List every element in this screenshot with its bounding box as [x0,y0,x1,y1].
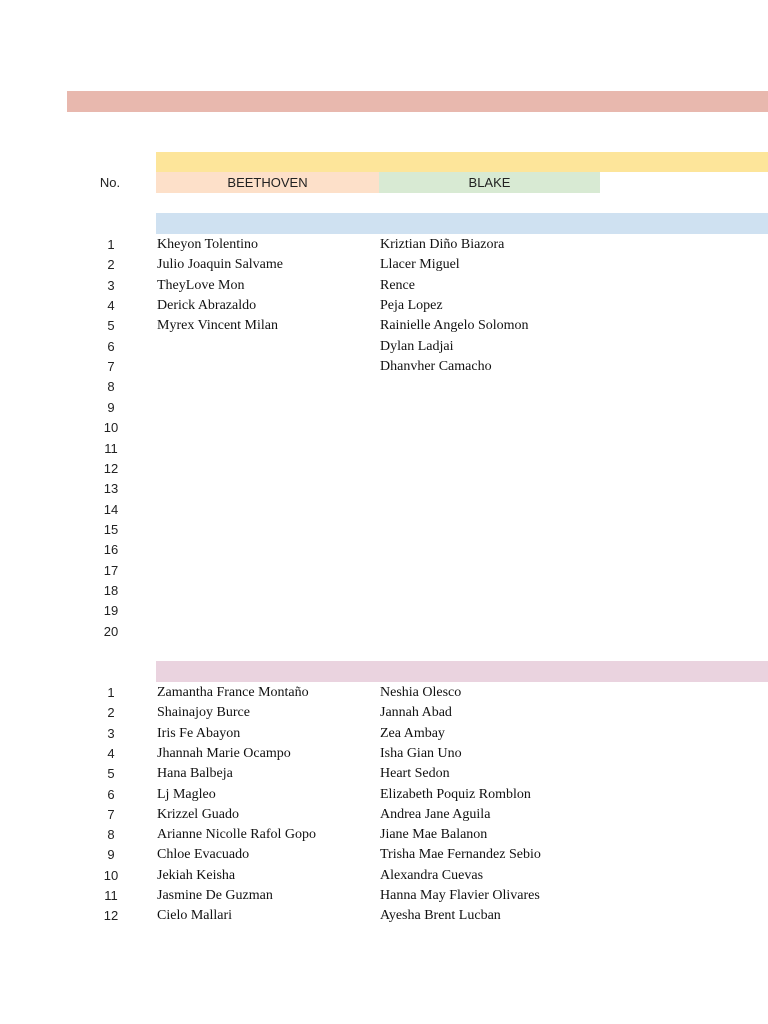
row-number: 7 [107,359,115,375]
blake-member-name: Andrea Jane Aguila [380,806,491,822]
row-number: 2 [107,257,115,273]
blake-member-name: Rence [380,277,415,293]
header-yellow-band [156,152,768,172]
row-number: 10 [103,867,119,883]
no-column-header: No. [99,175,121,190]
beethoven-member-name: Jhannah Marie Ocampo [157,745,291,761]
section1-blue-band [156,213,768,234]
blake-member-name: Llacer Miguel [380,257,460,273]
row-number: 19 [103,603,119,619]
row-number: 11 [104,888,118,903]
blake-member-name: Dylan Ladjai [380,338,454,354]
row-number: 4 [107,745,115,761]
row-number: 11 [104,440,118,456]
beethoven-member-name: Myrex Vincent Milan [157,318,278,334]
row-number: 7 [107,806,115,822]
blake-member-name: Dhanvher Camacho [380,359,492,375]
row-number: 13 [103,481,119,497]
blake-member-name: Alexandra Cuevas [380,867,484,883]
row-number: 14 [103,501,119,517]
row-number: 3 [107,277,115,293]
blake-member-name: Jiane Mae Balanon [380,827,488,843]
row-number: 6 [107,338,115,354]
row-number: 12 [103,908,119,924]
row-number: 1 [107,237,115,252]
blake-column-header: BLAKE [468,175,511,190]
row-number: 15 [103,521,119,537]
beethoven-member-name: Zamantha France Montaño [157,685,309,700]
beethoven-member-name: Hana Balbeja [157,766,233,782]
beethoven-member-name: Kheyon Tolentino [157,237,259,252]
row-number: 5 [107,318,115,334]
row-number: 12 [103,460,119,476]
beethoven-member-name: Julio Joaquin Salvame [157,257,283,273]
blake-member-name: Isha Gian Uno [380,745,462,761]
blake-member-name: Ayesha Brent Lucban [380,908,501,924]
row-number: 9 [107,847,115,863]
beethoven-member-name: Jekiah Keisha [157,867,236,883]
blake-member-name: Jannah Abad [380,705,452,721]
blake-member-name: Hanna May Flavier Olivares [380,888,540,903]
blake-member-name: Rainielle Angelo Solomon [380,318,529,334]
beethoven-member-name: Krizzel Guado [157,806,240,822]
blake-member-name: Elizabeth Poquiz Romblon [380,786,531,802]
beethoven-member-name: Cielo Mallari [157,908,233,924]
row-number: 5 [107,766,115,782]
blake-member-name: Trisha Mae Fernandez Sebio [380,847,541,863]
beethoven-member-name: Iris Fe Abayon [157,725,241,741]
blake-member-name: Zea Ambay [380,725,445,741]
row-number: 3 [107,725,115,741]
row-number: 8 [107,379,115,395]
row-number: 4 [107,298,115,314]
row-number: 2 [107,705,115,721]
blake-member-name: Heart Sedon [380,766,450,782]
row-number: 8 [107,827,115,843]
beethoven-member-name: TheyLove Mon [157,277,245,293]
blake-member-name: Peja Lopez [380,298,443,314]
beethoven-member-name: Jasmine De Guzman [157,888,273,903]
row-number: 10 [103,420,119,436]
beethoven-member-name: Chloe Evacuado [157,847,250,863]
row-number: 9 [107,399,115,415]
row-number: 20 [103,623,119,639]
row-number: 18 [103,582,119,598]
title-band [67,91,768,112]
beethoven-column-header: BEETHOVEN [227,175,308,190]
blake-member-name: Kriztian Diño Biazora [380,237,505,252]
beethoven-member-name: Derick Abrazaldo [157,298,257,314]
section2-pink-band [156,661,768,682]
row-number: 16 [103,542,119,558]
beethoven-member-name: Arianne Nicolle Rafol Gopo [157,827,317,843]
row-number: 1 [107,685,115,700]
blake-member-name: Neshia Olesco [380,685,462,700]
row-number: 6 [107,786,115,802]
beethoven-member-name: Lj Magleo [157,786,216,802]
beethoven-member-name: Shainajoy Burce [157,705,250,721]
row-number: 17 [103,562,119,578]
